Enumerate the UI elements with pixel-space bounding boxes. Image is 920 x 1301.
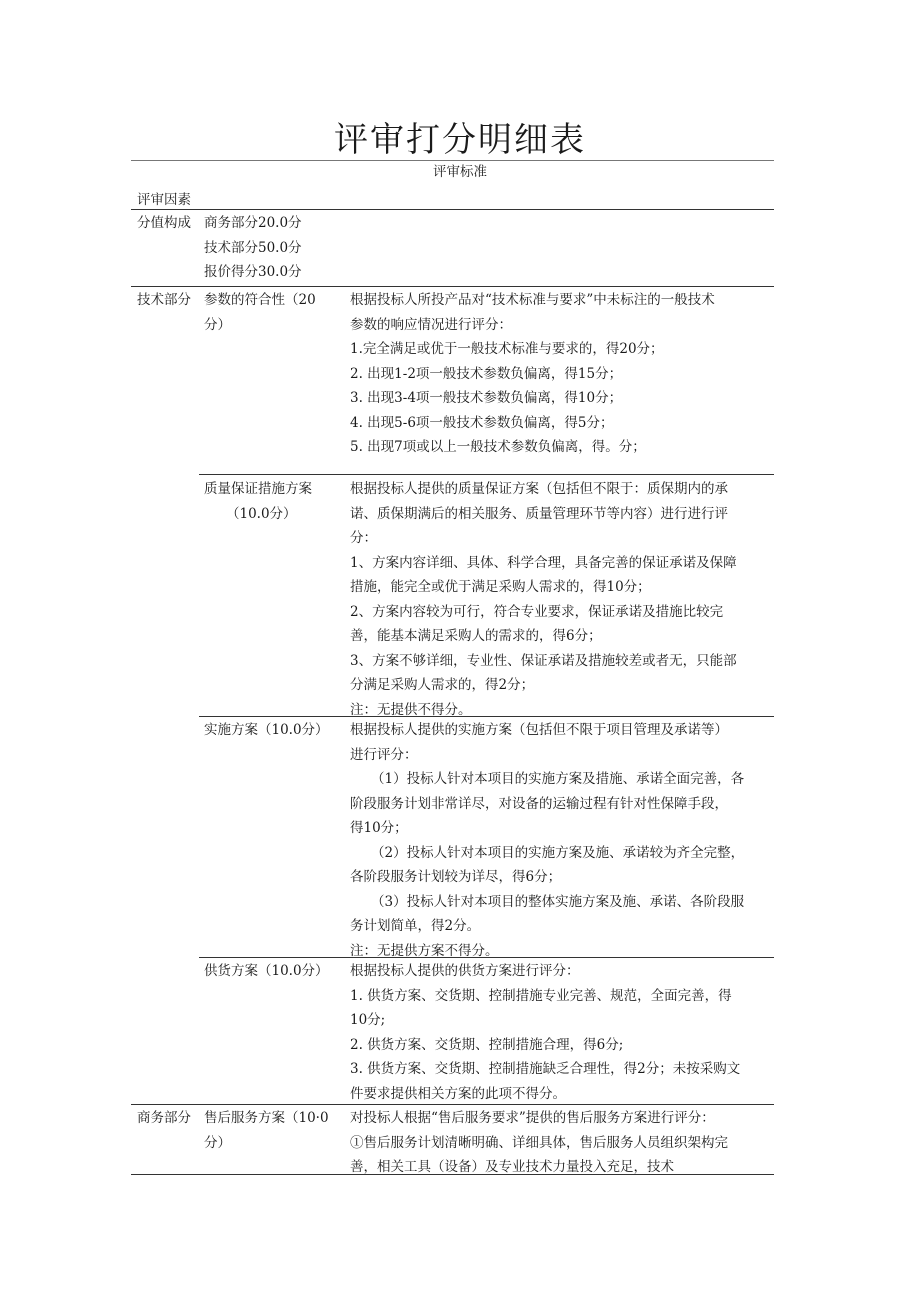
- header-criteria: 评审标准: [433, 164, 487, 180]
- item-name-parameter-compliance: 参数的符合性（20 分）: [204, 292, 316, 333]
- row-divider: [131, 1104, 774, 1105]
- score-line: 报价得分30.0分: [204, 264, 302, 280]
- criteria-line: 2. 出现1-2项一般技术参数负偏离，得15分；: [350, 365, 623, 382]
- row-divider: [199, 957, 774, 958]
- header-factor: 评审因素: [137, 192, 191, 208]
- criteria-line: 注：无提供方案不得分。: [350, 942, 499, 959]
- criteria-line: （2）投标人针对本项目的实施方案及施、承诺较为齐全完整，: [371, 844, 745, 861]
- page-title: 评审打分明细表: [334, 120, 586, 160]
- criteria-line: 2、方案内容较为可行，符合专业要求，保证承诺及措施比较完: [350, 603, 724, 620]
- row-divider: [131, 286, 774, 287]
- item-name-quality-assurance: 质量保证措施方案 （10.0分）: [204, 481, 312, 522]
- criteria-line: 5. 出现7项或以上一般技术参数负偏离，得。分；: [350, 439, 646, 455]
- criteria-line: 10分;: [350, 1012, 386, 1028]
- criteria-line: 进行评分：: [350, 746, 418, 763]
- criteria-line: 根据投标人提供的质量保证方案（包括但不限于：质保期内的承: [350, 481, 728, 497]
- criteria-line: 1.完全满足或优于一般技术标准与要求的，得20分；: [350, 341, 664, 357]
- criteria-line: 务计划简单，得2分。: [350, 918, 481, 934]
- row-divider: [199, 716, 774, 717]
- criteria-line: 根据投标人所投产品对“技术标准与要求”中未标注的一般技术: [350, 292, 715, 308]
- criteria-line: 4. 出现5-6项一般技术参数负偏离，得5分；: [350, 414, 614, 431]
- criteria-line: （1）投标人针对本项目的实施方案及措施、承诺全面完善，各: [371, 771, 745, 787]
- criteria-line: 件要求提供相关方案的此项不得分。: [350, 1085, 566, 1102]
- criteria-line: 对投标人根据“售后服务要求”提供的售后服务方案进行评分：: [350, 1110, 715, 1126]
- criteria-line: 阶段服务计划非常详尽，对设备的运输过程有针对性保障手段，: [350, 795, 728, 812]
- criteria-line: 3. 供货方案、交货期、控制措施缺乏合理性，得2分；未按采购文: [350, 1061, 741, 1077]
- criteria-line: 根据投标人提供的实施方案（包括但不限于项目管理及承诺等）: [350, 722, 728, 738]
- score-composition-lines: [204, 211, 302, 285]
- criteria-line: 得10分；: [350, 820, 408, 836]
- score-line: 商务部分20.0分: [204, 215, 302, 231]
- criteria-line: 注：无提供不得分。: [350, 701, 472, 718]
- score-line: 技术部分50.0分: [204, 239, 302, 256]
- criteria-line: 各阶段服务计划较为详尽，得6分；: [350, 869, 562, 885]
- criteria-line: 1、方案内容详细、具体、科学合理，具备完善的保证承诺及保障: [350, 554, 737, 571]
- criteria-line: 1. 供货方案、交货期、控制措施专业完善、规范，全面完善，得: [350, 987, 732, 1004]
- criteria-line: 善，能基本满足采购人的需求的，得6分；: [350, 628, 602, 644]
- row-divider: [199, 474, 774, 475]
- criteria-line: 3、方案不够详细，专业性、保证承诺及措施较差或者无，只能部: [350, 652, 737, 669]
- criteria-line: 根据投标人提供的供货方案进行评分：: [350, 963, 580, 979]
- criteria-line: 善，相关工具（设备）及专业技术力量投入充足，技术: [350, 1159, 674, 1175]
- criteria-supply-plan: [350, 959, 775, 1106]
- criteria-line: 分满足采购人需求的，得2分；: [350, 677, 535, 693]
- criteria-line: （3）投标人针对本项目的整体实施方案及施、承诺、各阶段服: [371, 893, 745, 910]
- criteria-line: 2. 供货方案、交货期、控制措施合理，得6分;: [350, 1036, 624, 1053]
- business-label: 商务部分: [137, 1110, 191, 1126]
- criteria-implementation-plan: [350, 718, 775, 963]
- criteria-after-sales: [350, 1106, 775, 1180]
- criteria-line: 参数的响应情况进行评分：: [350, 316, 512, 333]
- table-bottom-border: [131, 1174, 774, 1175]
- item-name-after-sales: 售后服务方案（10·0 分）: [204, 1110, 329, 1151]
- item-name-implementation-plan: 实施方案（10.0分）: [204, 722, 329, 738]
- criteria-line: 措施，能完全或优于满足采购人需求的，得10分；: [350, 579, 651, 595]
- criteria-line: 3. 出现3-4项一般技术参数负偏离，得10分；: [350, 390, 623, 406]
- criteria-quality-assurance: [350, 477, 775, 722]
- score-composition-label: 分值构成: [137, 215, 191, 231]
- criteria-line: 诺、质保期满后的相关服务、质量管理环节等内容）进行进行评: [350, 505, 728, 522]
- criteria-parameter-compliance: [350, 288, 775, 460]
- technical-label: 技术部分: [137, 292, 191, 308]
- item-name-supply-plan: 供货方案（10.0分）: [204, 963, 329, 979]
- header-divider: [131, 209, 774, 210]
- criteria-line: 分：: [350, 530, 377, 546]
- criteria-line: ①售后服务计划清晰明确、详细具体，售后服务人员组织架构完: [350, 1134, 728, 1151]
